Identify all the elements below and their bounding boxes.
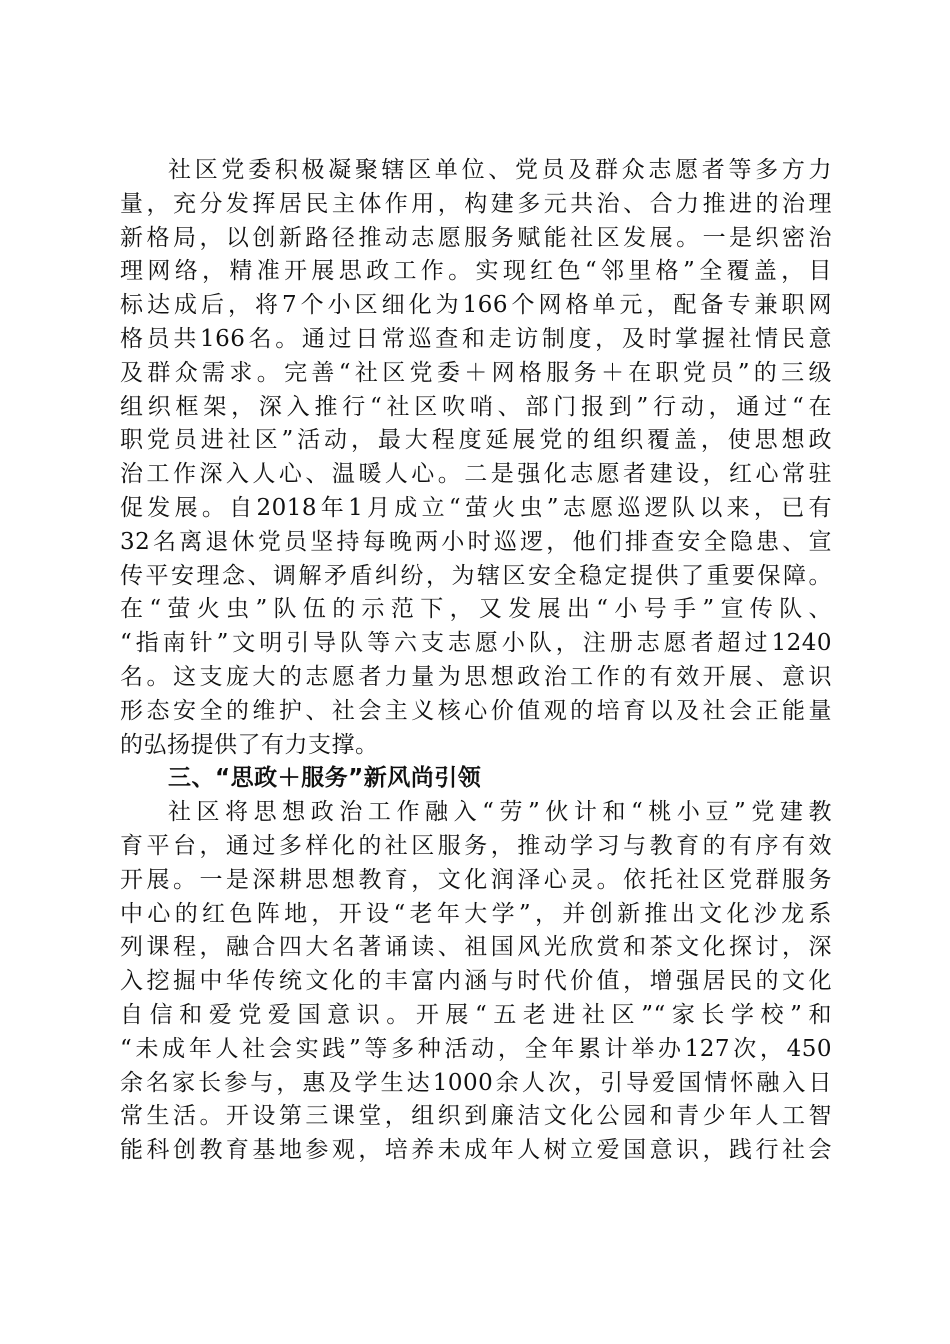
paragraph-ideological-service (120, 796, 832, 1168)
text-line: 促发展。自2018年1月成立“萤火虫”志愿巡逻队以来，已有 (120, 494, 832, 521)
text-line: 的弘扬提供了有力支撑。 (120, 731, 379, 758)
text-line: 标达成后，将7个小区细化为166个网格单元，配备专兼职网 (120, 292, 832, 319)
text-line: “未成年人社会实践”等多种活动，全年累计举办127次，450 (120, 1035, 832, 1062)
text-line: 32名离退休党员坚持每晚两小时巡逻，他们排查安全隐患、宣 (120, 528, 832, 555)
text-line: 格员共166名。通过日常巡查和走访制度，及时掌握社情民意 (120, 325, 832, 352)
text-line: 在“萤火虫”队伍的示范下，又发展出“小号手”宣传队、 (120, 596, 832, 623)
text-line: 常生活。开设第三课堂，组织到廉洁文化公园和青少年人工智 (120, 1103, 832, 1130)
text-line: 理网络，精准开展思政工作。实现红色“邻里格”全覆盖，目 (120, 258, 832, 285)
text-line: 传平安理念、调解矛盾纠纷，为辖区安全稳定提供了重要保障。 (120, 562, 832, 589)
paragraph-volunteer-service (120, 154, 832, 762)
text-line: 开展。一是深耕思想教育，文化润泽心灵。依托社区党群服务 (120, 866, 832, 893)
text-line: 列课程，融合四大名著诵读、祖国风光欣赏和茶文化探讨，深 (120, 934, 832, 961)
text-line: 育平台，通过多样化的社区服务，推动学习与教育的有序有效 (120, 832, 832, 859)
text-line: 组织框架，深入推行“社区吹哨、部门报到”行动，通过“在 (120, 393, 832, 420)
text-line: 余名家长参与，惠及学生达1000余人次，引导爱国情怀融入日 (120, 1069, 832, 1096)
text-line: 及群众需求。完善“社区党委＋网格服务＋在职党员”的三级 (120, 359, 832, 386)
document-page (120, 154, 832, 1168)
text-line: 社区党委积极凝聚辖区单位、党员及群众志愿者等多方力 (168, 157, 832, 183)
text-line: 量，充分发挥居民主体作用，构建多元共治、合力推进的治理 (120, 190, 832, 217)
text-line: 形态安全的维护、社会主义核心价值观的培育以及社会正能量 (120, 697, 832, 724)
text-line: “指南针”文明引导队等六支志愿小队，注册志愿者超过1240 (120, 630, 832, 657)
text-line: 入挖掘中华传统文化的丰富内涵与时代价值，增强居民的文化 (120, 968, 832, 995)
text-line: 中心的红色阵地，开设“老年大学”，并创新推出文化沙龙系 (120, 900, 832, 927)
text-line: 能科创教育基地参观，培养未成年人树立爱国意识，践行社会 (120, 1137, 832, 1164)
text-line: 治工作深入人心、温暖人心。二是强化志愿者建设，红心常驻 (120, 461, 832, 488)
section-heading: 三、“思政＋服务”新风尚引领 (168, 765, 482, 792)
text-line: 新格局，以创新路径推动志愿服务赋能社区发展。一是织密治 (120, 224, 832, 251)
text-line: 职党员进社区”活动，最大程度延展党的组织覆盖，使思想政 (120, 427, 832, 454)
text-line: 自信和爱党爱国意识。开展“五老进社区”“家长学校”和 (120, 1001, 832, 1028)
text-line: 名。这支庞大的志愿者力量为思想政治工作的有效开展、意识 (120, 663, 832, 690)
text-line: 社区将思想政治工作融入“劳”伙计和“桃小豆”党建教 (168, 799, 832, 826)
